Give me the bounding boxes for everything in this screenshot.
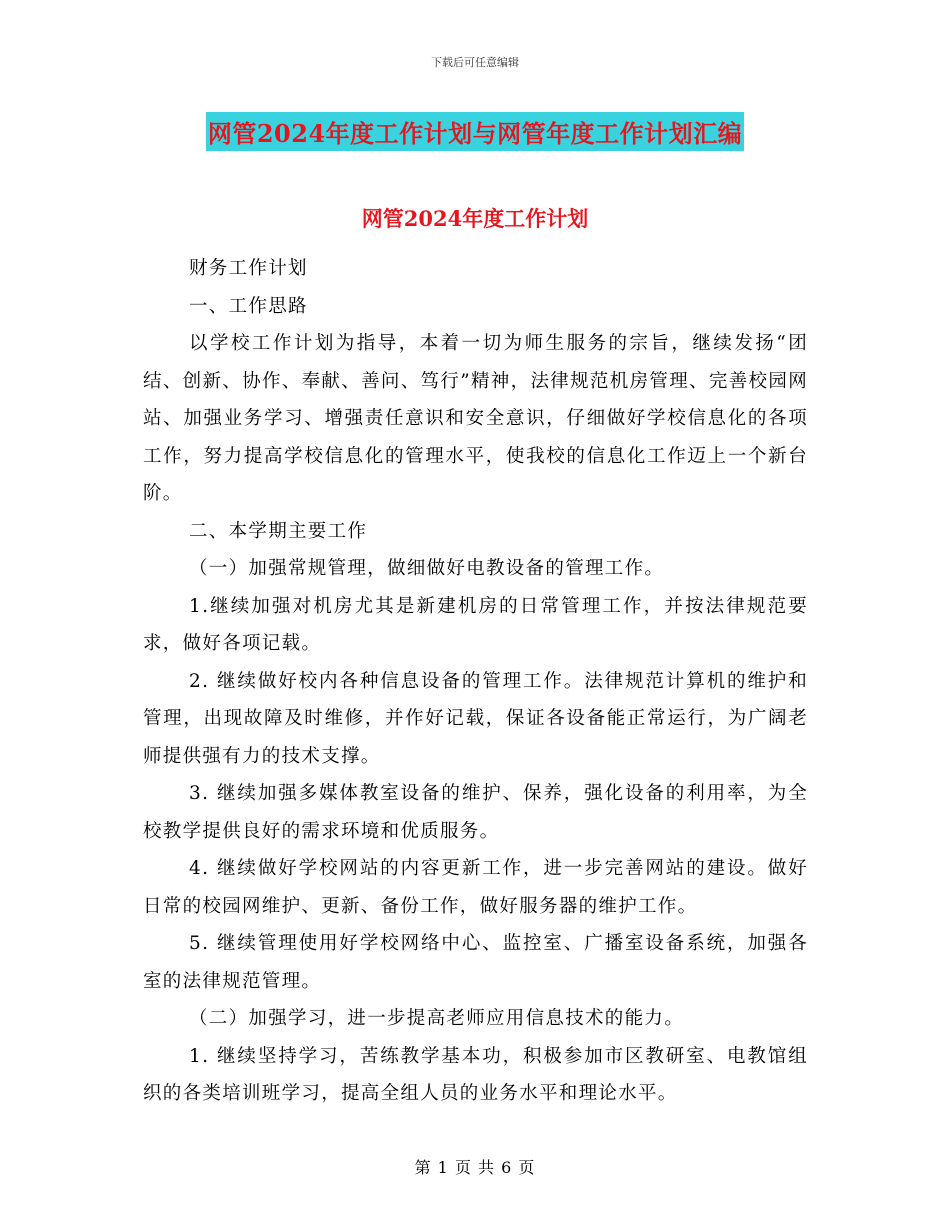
paragraph: 5. 继续管理使用好学校网络中心、监控室、广播室设备系统，加强各室的法律规范管理。 [143,933,808,992]
page-number: 第 1 页 共 6 页 [414,1158,536,1177]
document-title-text: 网管2024年度工作计划与网管年度工作计划汇编 [206,112,744,151]
paragraph: 财务工作计划 [189,258,308,279]
paragraph: 2. 继续做好校内各种信息设备的管理工作。法律规范计算机的维护和管理，出现故障及时维修，并作好记载，保证各设备能正常运行，为广阔老师提供强有力的技术支撑。 [143,670,808,767]
paragraph: 一、工作思路 [189,295,308,317]
paragraph: 3. 继续加强多媒体教室设备的维护、保养，强化设备的利用率，为全校教学提供良好的需求环境和优质服务。 [143,783,808,842]
page-header-note: 下载后可任意编辑 [431,56,519,69]
paragraph: （一）加强常规管理，做细做好电教设备的管理工作。 [189,558,665,579]
paragraph: 4. 继续做好学校网站的内容更新工作，进一步完善网站的建设。做好日常的校园网维护、更新、备份工作，做好服务器的维护工作。 [143,858,808,917]
paragraph: 以学校工作计划为指导，本着一切为师生服务的宗旨，继续发扬“团结、创新、协作、奉献、善问、笃行”精神，法律规范机房管理、完善校园网站、加强业务学习、增强责任意识和安全意识，仔细做好学校信息化的各项工作，努力提高学校信息化的管理水平，使我校的信息化工作迈上一个新台阶。 [143,333,808,504]
paragraph: 二、本学期主要工作 [189,520,368,542]
document-body [143,250,808,1113]
paragraph: （二）加强学习，进一步提高老师应用信息技术的能力。 [189,1008,685,1029]
paragraph: 1.继续加强对机房尤其是新建机房的日常管理工作，并按法律规范要求，做好各项记载。 [143,595,808,654]
paragraph: 1. 继续坚持学习，苦练教学基本功，积极参加市区教研室、电教馆组织的各类培训班学习，提高全组人员的业务水平和理论水平。 [143,1045,808,1104]
section-title: 网管2024年度工作计划 [361,206,589,231]
document-title [0,112,950,151]
